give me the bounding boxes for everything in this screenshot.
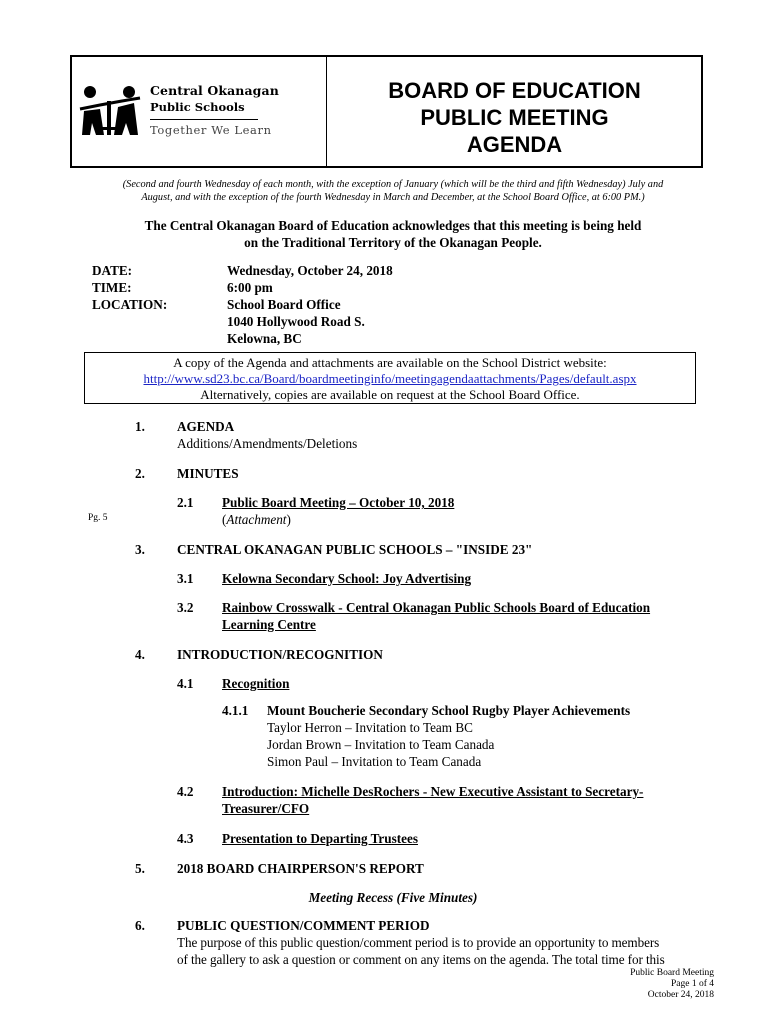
section-number: 4. [135, 647, 145, 662]
agenda-website-link[interactable]: http://www.sd23.bc.ca/Board/boardmeetinginfo/meetingagendaattachments/Pages/default.aspx [143, 371, 637, 386]
copy-notice-line3: Alternatively, copies are available on request at the School Board Office. [200, 387, 580, 402]
section-number: 6. [135, 918, 145, 933]
time-value: 6:00 pm [227, 280, 273, 295]
copy-notice-line1: A copy of the Agenda and attachments are available on the School District website: [173, 355, 607, 370]
logo-tagline: Together We Learn [150, 123, 272, 137]
footer-meeting: Public Board Meeting [630, 968, 714, 978]
location-line-3: Kelowna, BC [227, 331, 302, 346]
section-text: Additions/Amendments/Deletions [177, 436, 358, 451]
item-title: Kelowna Secondary School: Joy Advertising [222, 571, 472, 586]
section-title: MINUTES [177, 466, 239, 481]
title-line-1: BOARD OF EDUCATION [388, 78, 641, 103]
logo-name-line2: Public Schools [150, 100, 245, 114]
header-box [70, 55, 703, 168]
subitem-number: 4.1.1 [222, 703, 249, 718]
section-title: INTRODUCTION/RECOGNITION [177, 647, 383, 662]
logo-divider [150, 119, 258, 120]
attachment-label: Attachment [226, 512, 287, 527]
item-number: 3.2 [177, 600, 194, 615]
territory-acknowledgement [80, 217, 706, 251]
section-title: AGENDA [177, 419, 235, 434]
section-text-line2: of the gallery to ask a question or comment on any items on the agenda. The total time for this [177, 952, 665, 967]
meeting-recess: Meeting Recess (Five Minutes) [308, 890, 478, 905]
time-label: TIME: [92, 280, 132, 295]
page-reference: Pg. 5 [88, 513, 108, 523]
footer-date: October 24, 2018 [647, 990, 714, 1000]
item-number: 4.3 [177, 831, 194, 846]
location-line-2: 1040 Hollywood Road S. [227, 314, 365, 329]
subitem-title: Mount Boucherie Secondary School Rugby Player Achievements [267, 703, 631, 718]
recognition-line: Simon Paul – Invitation to Team Canada [267, 754, 482, 769]
copy-notice-box [84, 352, 696, 404]
item-title-line1: Rainbow Crosswalk - Central Okanagan Public Schools Board of Education [222, 600, 651, 615]
attachment-note: (Attachment) [222, 512, 291, 527]
item-title-line1: Introduction: Michelle DesRochers - New Executive Assistant to Secretary- [222, 784, 644, 799]
district-logo [78, 79, 320, 149]
section-title: 2018 BOARD CHAIRPERSON'S REPORT [177, 861, 424, 876]
recognition-line: Taylor Herron – Invitation to Team BC [267, 720, 473, 735]
section-number: 2. [135, 466, 145, 481]
logo-text [150, 83, 279, 139]
schedule-note-line1: (Second and fourth Wednesday of each month, with the exception of January (which will be the third and fifth Wednesday) July and [122, 179, 664, 190]
acknowledgement-line1: The Central Okanagan Board of Education acknowledges that this meeting is being held [144, 218, 642, 233]
page-footer [560, 968, 714, 1001]
item-number: 2.1 [177, 495, 194, 510]
footer-page-number: Page 1 of 4 [670, 979, 714, 989]
title-line-2: PUBLIC MEETING [420, 105, 609, 130]
schedule-note-line2: August, and with the exception of the fourth Wednesday in March and December, at the School Board Office, at 6:00 PM.) [141, 192, 645, 203]
document-title [326, 77, 703, 158]
item-title-line2: Learning Centre [222, 617, 316, 632]
title-line-3: AGENDA [466, 132, 563, 157]
item-number: 3.1 [177, 571, 194, 586]
item-title: Recognition [222, 676, 290, 691]
recognition-line: Jordan Brown – Invitation to Team Canada [267, 737, 495, 752]
section-title: CENTRAL OKANAGAN PUBLIC SCHOOLS – "INSIDE 23" [177, 542, 533, 557]
section-number: 1. [135, 419, 145, 434]
item-number: 4.2 [177, 784, 194, 799]
section-title: PUBLIC QUESTION/COMMENT PERIOD [177, 918, 430, 933]
item-number: 4.1 [177, 676, 194, 691]
date-value: Wednesday, October 24, 2018 [227, 263, 393, 278]
section-text-line1: The purpose of this public question/comment period is to provide an opportunity to members [177, 935, 660, 950]
item-title-line2: Treasurer/CFO [222, 801, 310, 816]
schedule-note [80, 178, 706, 204]
acknowledgement-line2: on the Traditional Territory of the Okanagan People. [244, 235, 542, 250]
date-label: DATE: [92, 263, 133, 278]
item-title: Presentation to Departing Trustees [222, 831, 418, 846]
section-number: 5. [135, 861, 145, 876]
location-label: LOCATION: [92, 297, 168, 312]
children-reading-logo-icon [78, 85, 142, 137]
section-number: 3. [135, 542, 145, 557]
location-line-1: School Board Office [227, 297, 341, 312]
logo-name-line1: Central Okanagan [150, 83, 279, 98]
item-title: Public Board Meeting – October 10, 2018 [222, 495, 455, 510]
